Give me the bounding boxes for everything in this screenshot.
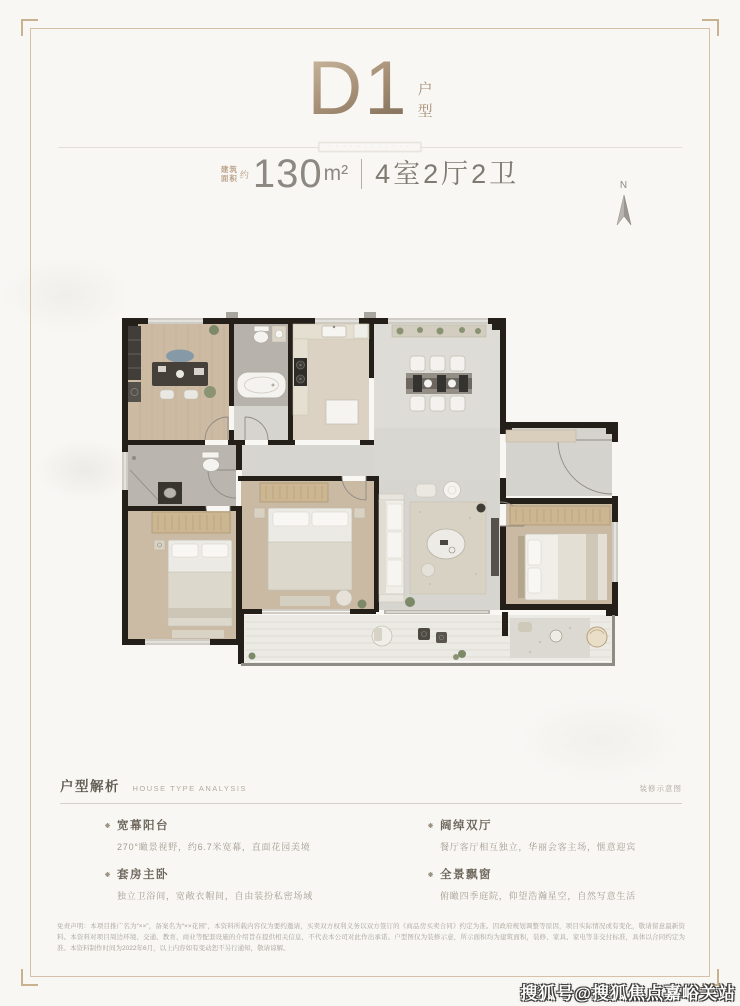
compass (604, 180, 644, 236)
analysis-item: 套房主卧 独立卫浴间，宽敞衣帽间，自由装扮私密场域 (105, 866, 428, 902)
chair-icon (430, 396, 445, 411)
analysis-item-desc: 俯瞰四季庭院，仰望浩瀚星空，自然写意生活 (440, 891, 637, 901)
floor-plan (110, 312, 630, 672)
tray-icon (550, 630, 562, 642)
analysis-grid (60, 804, 682, 915)
analysis-item-desc: 270°瞰景视野，约6.7米宽幕，直面花园美境 (117, 842, 311, 852)
fridge-icon (354, 324, 368, 338)
stool-icon (418, 628, 430, 640)
cushion-icon (518, 622, 532, 632)
armchair-icon (416, 484, 436, 497)
chair-icon (410, 396, 425, 411)
sink-icon (275, 330, 283, 338)
frame-corner-icon (21, 19, 38, 36)
nightstand-icon (154, 540, 165, 550)
rug-icon (172, 630, 224, 638)
tv-console-icon (491, 518, 499, 576)
header-divider (58, 144, 682, 150)
analysis-item: 宽幕阳台 270°瞰景视野，约6.7米宽幕，直面花园美境 (105, 817, 428, 853)
plant-icon (209, 325, 219, 335)
frame-corner-icon (21, 969, 38, 986)
compass-north-label: N (619, 180, 629, 191)
analysis-item: 全景飘窗 俯瞰四季庭院，仰望浩瀚星空，自然写意生活 (428, 866, 682, 902)
bullet-icon (428, 823, 433, 828)
chair-icon (450, 396, 465, 411)
plant-icon (249, 653, 256, 660)
bullet-icon (428, 872, 433, 877)
analysis-item: 阔绰双厅 餐厅客厅相互独立，华丽会客主场，惬意迎宾 (428, 817, 682, 853)
separator-bar (361, 159, 362, 189)
side-table-icon (444, 482, 461, 499)
chair-icon (450, 356, 465, 371)
area-prefix: 建筑 面积 约 (220, 164, 249, 183)
analysis-header (60, 775, 682, 804)
entry-furniture (506, 430, 576, 442)
toilet-icon (203, 459, 220, 472)
analysis-section (60, 775, 682, 915)
wardrobe-icon (152, 512, 230, 533)
analysis-title-en: HOUSE TYPE ANALYSIS (132, 784, 247, 793)
room-layout: 4室2厅2卫 (375, 158, 520, 189)
floor-lamp-icon (477, 504, 486, 513)
watermark: 搜狐号@搜狐焦点嘉峪关站 (520, 984, 736, 1003)
plant-icon (405, 597, 415, 607)
master-bedroom-furniture (510, 506, 610, 600)
island-table-icon (326, 400, 358, 424)
frame-corner-icon (702, 19, 719, 36)
plant-icon (204, 386, 216, 398)
nightstand-icon (354, 508, 365, 518)
exterior-stubs (226, 312, 376, 318)
armchair-icon (336, 590, 352, 606)
plant-icon (458, 650, 466, 658)
analysis-item-desc: 独立卫浴间，宽敞衣帽间，自由装扮私密场域 (117, 891, 314, 901)
disclaimer-text: 免责声明：本项目推广名为“××”，备案名为“××花园”，本资料所载内容仅为要约邀请，买卖双方权利义务以双方签订的《商品房买卖合同》约定为准。因政府规划调整等原因，项目实际情况或有变化，敬请留意最新资料。本资料对项目周边环境、交通、教育、商业等配套设施的介绍旨在提供相关信息，不代表本公司对此作出承诺。户型图仅为装修示意，所示面积均为建筑面积，装修、家具、家电等非交付标准，具体以合同约定为准。本资料制作时间为2022年6月，以上内容如有变动恕不另行通知，敬请谅解。 (57, 923, 685, 952)
plant-icon (358, 600, 367, 609)
analysis-title: 户型解析 (60, 779, 120, 794)
bullet-icon (105, 823, 110, 828)
divider-caption: · · · · · · · · · · · · (318, 142, 421, 152)
shoe-cabinet-icon (506, 430, 576, 442)
stool-icon (436, 632, 447, 643)
unit-type-code: D1 (307, 46, 409, 131)
bullet-icon (105, 872, 110, 877)
header (0, 46, 740, 131)
analysis-item-desc: 餐厅客厅相互独立，华丽会客主场，惬意迎宾 (440, 842, 637, 852)
chair-icon (410, 356, 425, 371)
north-needle-icon (609, 191, 639, 231)
rug-icon (280, 596, 330, 606)
unit-type-label: 户 型 (417, 80, 433, 120)
toilet-icon (254, 331, 269, 343)
decoration-note: 装修示意图 (639, 784, 682, 793)
area-value: 130 (252, 152, 323, 196)
wardrobe-icon (510, 506, 610, 525)
desk-chair-icon (166, 350, 194, 363)
chair-icon (430, 356, 445, 371)
area-unit: m² (323, 162, 349, 185)
nightstand-icon (254, 508, 265, 518)
